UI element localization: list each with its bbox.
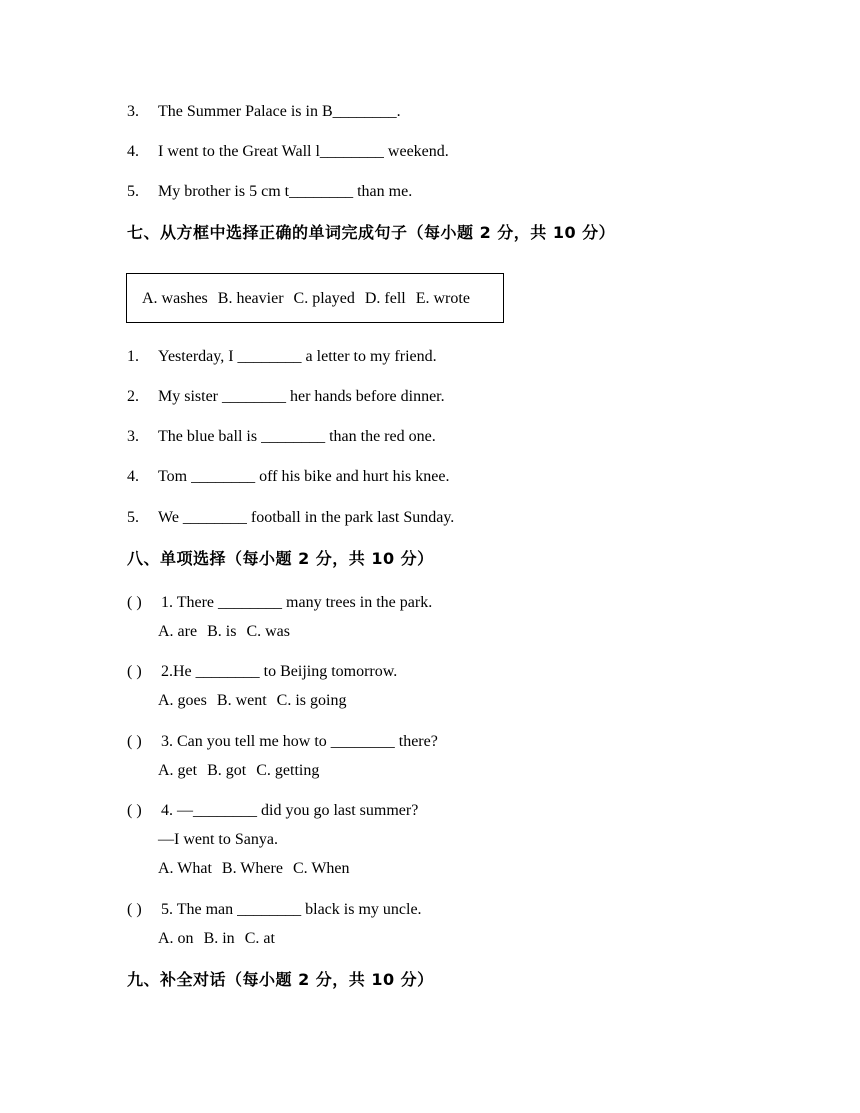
answer-bracket: ( ) <box>127 901 142 918</box>
answer-bracket: ( ) <box>127 594 142 611</box>
item-text: The Summer Palace is in B________. <box>158 103 401 120</box>
choice-question-3 <box>127 732 438 752</box>
option-c: C. getting <box>256 762 320 779</box>
item-text: My sister ________ her hands before dinner. <box>158 388 445 405</box>
question-stem: 2.He ________ to Beijing tomorrow. <box>161 663 398 680</box>
option-b: B. in <box>203 930 235 947</box>
question-3-options <box>158 761 329 781</box>
option-a: A. goes <box>158 692 207 709</box>
option-a: A. on <box>158 930 194 947</box>
option-c: C. is going <box>276 692 347 709</box>
section-8-heading: 八、单项选择（每小题 2 分，共 10 分） <box>127 549 434 568</box>
answer-bracket: ( ) <box>127 733 142 750</box>
section-7-heading: 七、从方框中选择正确的单词完成句子（每小题 2 分，共 10 分） <box>127 223 616 242</box>
question-1-options <box>158 622 300 642</box>
question-5-options <box>158 929 285 949</box>
question-4-options <box>158 859 360 879</box>
item-number: 3. <box>127 428 139 445</box>
option-c: C. was <box>246 623 290 640</box>
option-c: C. When <box>292 860 350 877</box>
word-option-c: C. played <box>293 290 355 307</box>
item-number: 1. <box>127 348 139 365</box>
item-text: My brother is 5 cm t________ than me. <box>158 183 413 200</box>
option-c: C. at <box>244 930 275 947</box>
item-text: Tom ________ off his bike and hurt his knee. <box>158 468 450 485</box>
word-box-options <box>142 289 470 309</box>
item-number: 4. <box>127 143 139 160</box>
question-4-reply: —I went to Sanya. <box>158 831 278 848</box>
option-b: B. got <box>207 762 247 779</box>
choice-question-1 <box>127 593 432 613</box>
fill-item-3 <box>127 102 401 122</box>
option-b: B. went <box>216 692 267 709</box>
sentence-item-2 <box>127 387 445 407</box>
item-text: I went to the Great Wall l________ weekend. <box>158 143 449 160</box>
option-b: B. is <box>207 623 237 640</box>
item-text: The blue ball is ________ than the red one. <box>158 428 436 445</box>
option-a: A. get <box>158 762 198 779</box>
sentence-item-4 <box>127 467 449 487</box>
option-a: A. What <box>158 860 212 877</box>
choice-question-4 <box>127 801 418 821</box>
question-stem: 1. There ________ many trees in the park. <box>161 594 433 611</box>
item-number: 4. <box>127 468 139 485</box>
question-2-options <box>158 691 356 711</box>
item-number: 3. <box>127 103 139 120</box>
word-box <box>126 273 504 323</box>
option-a: A. are <box>158 623 198 640</box>
sentence-item-5 <box>127 508 454 528</box>
question-stem: 5. The man ________ black is my uncle. <box>161 901 422 918</box>
option-b: B. Where <box>221 860 283 877</box>
fill-item-5 <box>127 182 412 202</box>
word-option-a: A. washes <box>142 290 208 307</box>
item-number: 5. <box>127 509 139 526</box>
word-option-e: E. wrote <box>415 290 470 307</box>
fill-item-4 <box>127 142 449 162</box>
word-option-d: D. fell <box>364 290 406 307</box>
item-number: 2. <box>127 388 139 405</box>
item-number: 5. <box>127 183 139 200</box>
word-option-b: B. heavier <box>217 290 284 307</box>
answer-bracket: ( ) <box>127 802 142 819</box>
item-text: We ________ football in the park last Sunday. <box>158 509 455 526</box>
sentence-item-1 <box>127 347 437 367</box>
section-9-heading: 九、补全对话（每小题 2 分，共 10 分） <box>127 970 434 989</box>
sentence-item-3 <box>127 427 436 447</box>
item-text: Yesterday, I ________ a letter to my friend. <box>158 348 437 365</box>
question-stem: 3. Can you tell me how to ________ there? <box>161 733 438 750</box>
answer-bracket: ( ) <box>127 663 142 680</box>
choice-question-2 <box>127 662 397 682</box>
question-stem: 4. —________ did you go last summer? <box>161 802 419 819</box>
choice-question-5 <box>127 900 422 920</box>
